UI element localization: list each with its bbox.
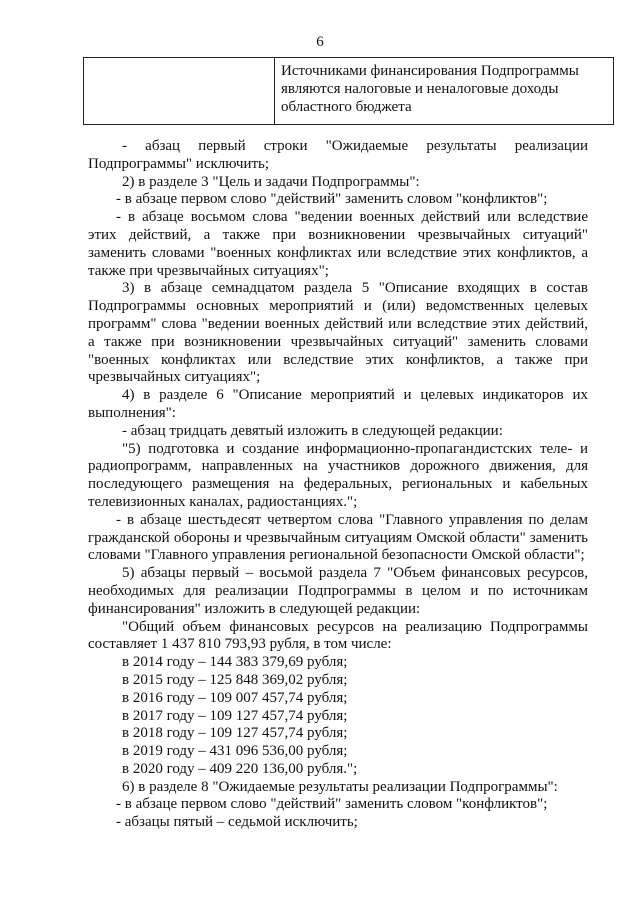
yearly-funding-list	[88, 654, 588, 779]
page-number: 6	[316, 34, 324, 50]
list-item: в 2014 году – 144 383 379,69 рубля;	[122, 654, 348, 671]
paragraph-4: - в абзаце восьмом слова "ведении военных действий или вследствие этих действий, а также при возникновении чрезвычайных ситуаций" заменить словами "военных конфликтах или вследствие этих конфликтов, а также при чрезвычайных ситуациях";	[88, 209, 588, 279]
paragraph-3: - в абзаце первом слово "действий" заменить словом "конфликтов";	[116, 191, 548, 208]
list-item: в 2019 году – 431 096 536,00 рубля;	[122, 743, 348, 760]
paragraph-1: - абзац первый строки "Ожидаемые результаты реализации Подпрограммы" исключить;	[88, 138, 588, 172]
list-item: в 2018 году – 109 127 457,74 рубля;	[122, 725, 348, 742]
financing-table	[83, 57, 614, 125]
paragraph-7: - абзац тридцать девятый изложить в следующей редакции:	[122, 422, 503, 439]
list-item: в 2015 году – 125 848 369,02 рубля;	[122, 671, 348, 688]
paragraph-14: - абзацы пятый – седьмой исключить;	[116, 814, 358, 831]
paragraph-13: - в абзаце первом слово "действий" заменить словом "конфликтов";	[116, 796, 548, 813]
table-cell-left	[84, 58, 275, 125]
list-item: в 2017 году – 109 127 457,74 рубля;	[122, 707, 348, 724]
table-cell-financing-sources: Источниками финансирования Подпрограммы являются налоговые и неналоговые доходы областного бюджета	[275, 58, 614, 125]
document-body	[88, 138, 588, 832]
paragraph-6: 4) в разделе 6 "Описание мероприятий и целевых индикаторов их выполнения":	[88, 387, 588, 421]
paragraph-5: 3) в абзаце семнадцатом раздела 5 "Описание входящих в состав Подпрограммы основных мероприятий и (или) ведомственных целевых программ" слова "ведении военных действий или вследствие этих действий, а также при возникновении чрезвычайных ситуаций" заменить словами "военных конфликтах или вследствие этих конфликтов, а также при чрезвычайных ситуациях";	[88, 280, 588, 386]
paragraph-10: 5) абзацы первый – восьмой раздела 7 "Объем финансовых ресурсов, необходимых для реализации Подпрограммы в целом и по источникам финансирования" изложить в следующей редакции:	[88, 565, 588, 617]
paragraph-9: - в абзаце шестьдесят четвертом слова "Главного управления по делам гражданской обороны и чрезвычайным ситуациям Омской области" заменить словами "Главного управления региональной безопасности Омской области";	[88, 511, 588, 564]
paragraph-8: "5) подготовка и создание информационно-пропагандистских теле- и радиопрограмм, направленных на участников дорожного движения, для последующего размещения на федеральных, региональных и кабельных телевизионных каналах, радиостанциях.";	[88, 440, 588, 510]
paragraph-12: 6) в разделе 8 "Ожидаемые результаты реализации Подпрограммы":	[122, 778, 558, 795]
paragraph-11: "Общий объем финансовых ресурсов на реализацию Подпрограммы составляет 1 437 810 793,93 рубля, в том числе:	[88, 618, 588, 653]
table-row	[84, 58, 614, 125]
list-item: в 2016 году – 109 007 457,74 рубля;	[122, 689, 348, 706]
paragraph-2: 2) в разделе 3 "Цель и задачи Подпрограммы":	[122, 173, 420, 190]
list-item: в 2020 году – 409 220 136,00 рубля.";	[122, 760, 358, 777]
